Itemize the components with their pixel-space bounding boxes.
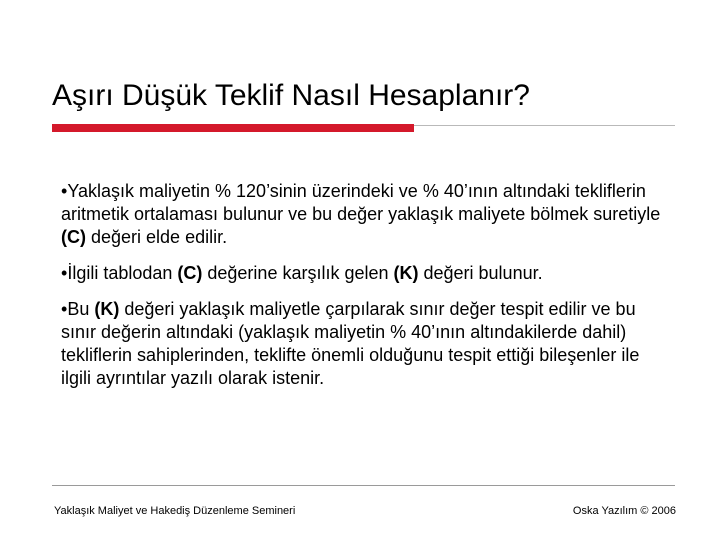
title-accent-bar [52,124,414,132]
footer-divider [52,485,675,486]
bullet-text: değerine karşılık gelen [202,263,394,283]
bullet-list [61,180,661,403]
bullet-emphasis: (K) [94,299,120,319]
bullet-marker: • [61,263,68,283]
footer-seminar-name: Yaklaşık Maliyet ve Hakediş Düzenleme Semineri [54,505,296,517]
bullet-emphasis: (K) [393,263,419,283]
bullet-text: Yaklaşık maliyetin % 120’sinin üzerindeki ve % 40’ının altındaki tekliflerin aritmetik ortalaması bulunur ve bu değer yaklaşık maliyete bölmek suretiyle [61,181,661,224]
bullet-item [61,298,661,390]
bullet-emphasis: (C) [61,227,86,247]
bullet-item [61,262,661,285]
bullet-text: değeri yaklaşık maliyetle çarpılarak sınır değer tespit edilir ve bu sınır değerin altındaki (yaklaşık maliyetin % 40’ının altındakilerde dahil) tekliflerin sahiplerinden, teklifte önemli olduğunu tespit ettiği bileşenler ile ilgili ayrıntılar yazılı olarak istenir. [61,299,640,388]
bullet-item [61,180,661,249]
bullet-text: değeri bulunur. [418,263,543,283]
footer-copyright: Oska Yazılım © 2006 [572,505,676,517]
bullet-text: İlgili tablodan [67,263,178,283]
bullet-text: değeri elde edilir. [86,227,228,247]
bullet-text: Bu [67,299,95,319]
slide-title: Aşırı Düşük Teklif Nasıl Hesaplanır? [52,79,530,112]
bullet-emphasis: (C) [177,263,203,283]
bullet-marker: • [61,299,68,319]
bullet-marker: • [61,181,68,201]
